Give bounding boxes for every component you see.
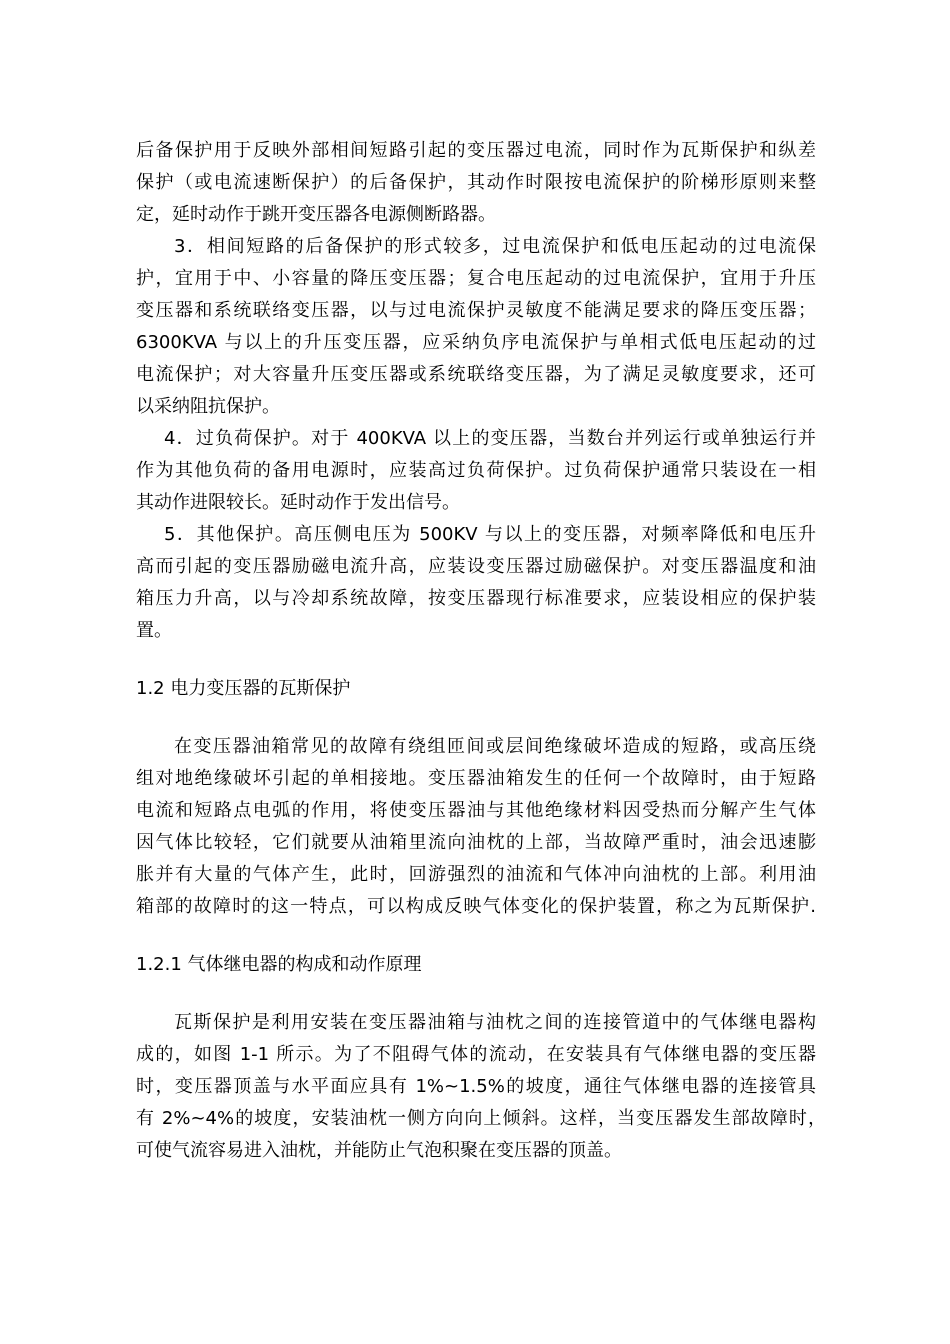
- text-line: 在变压器油箱常见的故障有绕组匝间或层间绝缘破坏造成的短路，或高压绕: [174, 736, 816, 757]
- text-line: 时，变压器顶盖与水平面应具有 1%~1.5%的坡度，通往气体继电器的连接管具: [136, 1076, 816, 1097]
- text-line: 组对地绝缘破坏引起的单相接地。变压器油箱发生的任何一个故障时，由于短路: [136, 768, 816, 789]
- text-line: 成的，如图 1-1 所示。为了不阻碍气体的流动，在安装具有气体继电器的变压器: [136, 1044, 816, 1065]
- text-line: 6300KVA 与以上的升压变压器，应采纳负序电流保护与单相式低电压起动的过: [136, 332, 816, 353]
- text-line: 保护（或电流速断保护）的后备保护，其动作时限按电流保护的阶梯形原则来整: [136, 172, 816, 193]
- text-line: 作为其他负荷的备用电源时，应装高过负荷保护。过负荷保护通常只装设在一相: [136, 460, 816, 481]
- text-line: 4．过负荷保护。对于 400KVA 以上的变压器，当数台并列运行或单独运行并: [164, 428, 816, 449]
- text-line: 5．其他保护。高压侧电压为 500KV 与以上的变压器，对频率降低和电压升: [164, 524, 816, 545]
- text-line: 变压器和系统联络变压器，以与过电流保护灵敏度不能满足要求的降压变压器；: [136, 300, 816, 321]
- text-line: 电流和短路点电弧的作用，将使变压器油与其他绝缘材料因受热而分解产生气体: [136, 800, 816, 821]
- text-line: 以采纳阻抗保护。: [136, 396, 280, 417]
- text-line: 其动作进限较长。延时动作于发出信号。: [136, 492, 460, 513]
- section-heading: 1.2 电力变压器的瓦斯保护: [136, 678, 351, 699]
- subsection-heading: 1.2.1 气体继电器的构成和动作原理: [136, 954, 422, 975]
- text-line: 后备保护用于反映外部相间短路引起的变压器过电流，同时作为瓦斯保护和纵差: [136, 140, 816, 161]
- text-line: 定，延时动作于跳开变压器各电源侧断路器。: [136, 204, 496, 225]
- text-line: 因气体比较轻，它们就要从油箱里流向油枕的上部，当故障严重时，油会迅速膨: [136, 832, 816, 853]
- text-line: 电流保护；对大容量升压变压器或系统联络变压器，为了满足灵敏度要求，还可: [136, 364, 816, 385]
- text-line: 高而引起的变压器励磁电流升高，应装设变压器过励磁保护。对变压器温度和油: [136, 556, 816, 577]
- text-line: 3．相间短路的后备保护的形式较多，过电流保护和低电压起动的过电流保: [174, 236, 816, 257]
- text-line: 箱压力升高，以与冷却系统故障，按变压器现行标准要求，应装设相应的保护装: [136, 588, 816, 609]
- text-line: 瓦斯保护是利用安装在变压器油箱与油枕之间的连接管道中的气体继电器构: [174, 1012, 816, 1033]
- text-line: 箱部的故障时的这一特点，可以构成反映气体变化的保护装置，称之为瓦斯保护.: [136, 896, 816, 917]
- text-line: 可使气流容易进入油枕，并能防止气泡积聚在变压器的顶盖。: [136, 1140, 622, 1161]
- text-line: 置。: [136, 620, 172, 641]
- text-line: 胀并有大量的气体产生，此时，回游强烈的油流和气体冲向油枕的上部。利用油: [136, 864, 816, 885]
- text-line: 有 2%~4%的坡度，安装油枕一侧方向向上倾斜。这样，当变压器发生部故障时，: [136, 1108, 826, 1129]
- text-line: 护，宜用于中、小容量的降压变压器；复合电压起动的过电流保护，宜用于升压: [136, 268, 816, 289]
